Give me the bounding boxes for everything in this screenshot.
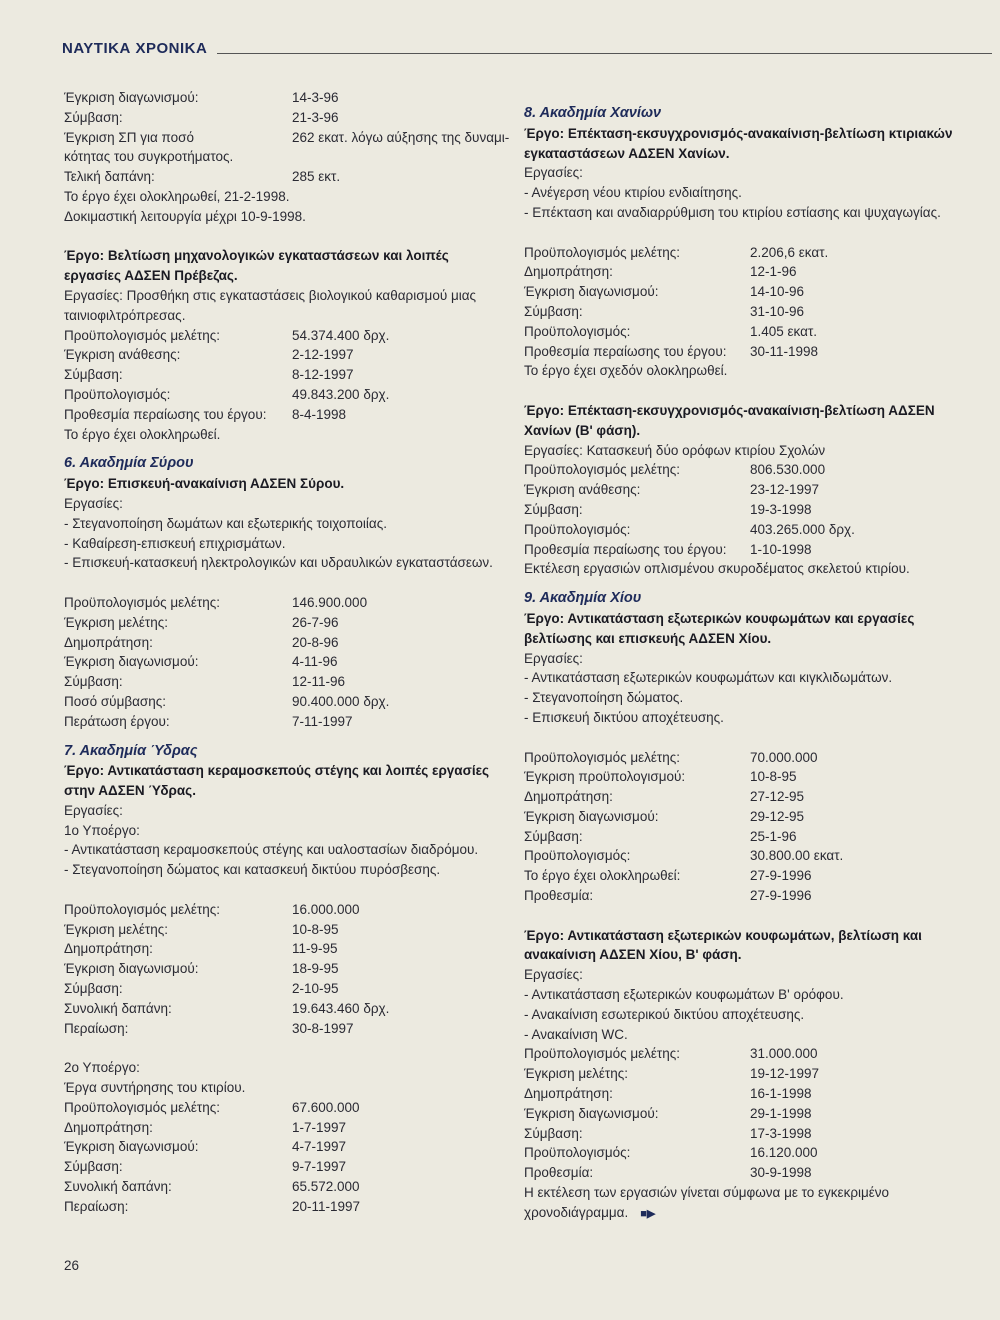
note: Το έργο έχει ολοκληρωθεί. — [64, 426, 221, 442]
kv-row: Δημοπράτηση: 20-8-96 — [64, 634, 339, 650]
kv-row: Προϋπολογισμός: 30.800.00 εκατ. — [524, 848, 844, 864]
section-heading: 7. Ακαδημία Ύδρας — [64, 742, 198, 759]
kv-row: Προϋπολογισμός μελέτης: 31.000.000 — [524, 1046, 818, 1062]
works-label: Εργασίες: — [524, 967, 583, 983]
kv-row: Σύμβαση: 19-3-1998 — [524, 501, 812, 517]
closing-note: Η εκτέλεση των εργασιών γίνεται σύμφωνα με το εγκεκριμένο χρονοδιάγραμμα. ■▶ — [524, 1183, 962, 1225]
kv-row: Προθεσμία περαίωσης του έργου: 30-11-1998 — [524, 343, 819, 359]
continue-arrow-icon: ■▶ — [640, 1207, 656, 1220]
project-title: Έργο: Αντικατάσταση εξωτερικών κουφωμάτων και εργασίες βελτίωσης και επισκευής ΑΔΣΕΝ Χίου. — [524, 610, 915, 646]
project-title: Έργο: Επισκευή-ανακαίνιση ΑΔΣΕΝ Σύρου. — [64, 476, 345, 492]
project-title: Έργο: Αντικατάσταση εξωτερικών κουφωμάτων, βελτίωση και ανακαίνιση ΑΔΣΕΝ Χίου, Β' φάση. — [524, 927, 922, 963]
works-text: Έργα συντήρησης του κτιρίου. — [64, 1080, 246, 1096]
kv-row: Προϋπολογισμός μελέτης: 2.206,6 εκατ. — [524, 244, 829, 260]
list-item: - Αντικατάσταση κεραμοσκεπούς στέγης και υαλοστασίων διαδρόμου. — [64, 842, 479, 858]
list-item: - Αντικατάσταση εξωτερικών κουφωμάτων Β' ορόφου. — [524, 987, 844, 1003]
kv-row: Τελική δαπάνη: 285 εκτ. — [64, 169, 341, 185]
kv-row: Δημοπράτηση: 1-7-1997 — [64, 1119, 347, 1135]
kv-row: Έγκριση ανάθεσης: 2-12-1997 — [64, 347, 354, 363]
kv-row: Έγκριση διαγωνισμού: 14-3-96 — [64, 90, 339, 105]
kv-row: Προϋπολογισμός μελέτης: 54.374.400 δρχ. — [64, 327, 390, 343]
note: Το έργο έχει σχεδόν ολοκληρωθεί. — [524, 363, 728, 379]
kv-row: Έγκριση διαγωνισμού: 4-7-1997 — [64, 1139, 347, 1155]
kv-row: Προθεσμία περαίωσης του έργου: 8-4-1998 — [64, 406, 347, 422]
kv-row: Σύμβαση: 25-1-96 — [524, 828, 797, 844]
kv-row: Συνολική δαπάνη: 65.572.000 — [64, 1179, 360, 1195]
list-item: - Αντικατάσταση εξωτερικών κουφωμάτων και κιγκλιδωμάτων. — [524, 670, 893, 686]
list-item: - Ανακαίνιση εσωτερικού δικτύου αποχέτευσης. — [524, 1006, 805, 1022]
kv-row: Έγκριση ΣΠ για ποσό 262 εκατ. λόγω αύξησης της δυναμι- — [64, 129, 510, 145]
project-title: Έργο: Βελτίωση μηχανολογικών εγκαταστάσεων και λοιπές εργασίες ΑΔΣΕΝ Πρέβεζας. — [64, 248, 449, 284]
text-line: κότητας του συγκροτήματος. — [64, 149, 234, 165]
list-item: - Στεγανοποίηση δώματος. — [524, 690, 684, 706]
kv-row: Προϋπολογισμός μελέτης: 70.000.000 — [524, 749, 818, 765]
note: Δοκιμαστική λειτουργία μέχρι 10-9-1998. — [64, 208, 306, 224]
kv-row: Δημοπράτηση: 11-9-95 — [64, 941, 338, 957]
right-column — [524, 104, 962, 1225]
project-title: Έργο: Επέκταση-εκσυγχρονισμός-ανακαίνιση-βελτίωση ΑΔΣΕΝ Χανίων (Β' φάση). — [524, 402, 935, 438]
kv-row: Προϋπολογισμός μελέτης: 16.000.000 — [64, 901, 360, 917]
subproject-label: 2ο Υποέργο: — [64, 1060, 140, 1076]
section-heading: 9. Ακαδημία Χίου — [524, 590, 642, 607]
kv-row: Προϋπολογισμός μελέτης: 146.900.000 — [64, 594, 368, 610]
kv-row: Σύμβαση: 12-11-96 — [64, 674, 346, 690]
list-item: - Ανέγερση νέου κτιρίου ενδιαίτησης. — [524, 185, 742, 201]
header-rule — [217, 53, 992, 54]
page-header — [62, 40, 992, 60]
kv-row: Προϋπολογισμός: 1.405 εκατ. — [524, 323, 818, 339]
kv-row: Προθεσμία: 27-9-1996 — [524, 888, 812, 904]
kv-row: Έγκριση μελέτης: 26-7-96 — [64, 614, 339, 630]
works-label: Εργασίες: — [524, 165, 583, 181]
kv-row: Περάτωση έργου: 7-11-1997 — [64, 713, 353, 729]
kv-row: Έγκριση μελέτης: 10-8-95 — [64, 921, 339, 937]
kv-row: Προϋπολογισμός: 403.265.000 δρχ. — [524, 521, 855, 537]
works-text: Εργασίες: Προσθήκη στις εγκαταστάσεις βιολογικού καθαρισμού μιας ταινιοφιλτρόπρεσας. — [64, 287, 477, 323]
kv-row: Σύμβαση: 9-7-1997 — [64, 1159, 347, 1175]
project-title: Έργο: Επέκταση-εκσυγχρονισμός-ανακαίνιση-βελτίωση κτιριακών εγκαταστάσεων ΑΔΣΕΝ Χανίων. — [524, 125, 953, 161]
note: Το έργο έχει ολοκληρωθεί, 21-2-1998. — [64, 188, 290, 204]
works-label: Εργασίες: — [64, 802, 123, 818]
kv-row: Σύμβαση: 17-3-1998 — [524, 1125, 812, 1141]
works-label: Εργασίες: — [64, 495, 123, 511]
kv-row: Δημοπράτηση: 27-12-95 — [524, 789, 805, 805]
kv-row: Ποσό σύμβασης: 90.400.000 δρχ. — [64, 693, 390, 709]
kv-row: Προϋπολογισμός: 16.120.000 — [524, 1145, 818, 1161]
page-number: 26 — [64, 1258, 80, 1273]
list-item: - Επισκευή-κατασκευή ηλεκτρολογικών και υδραυλικών εγκαταστάσεων. — [64, 555, 493, 571]
kv-row: Σύμβαση: 21-3-96 — [64, 109, 339, 125]
list-item: - Καθαίρεση-επισκευή επιχρισμάτων. — [64, 535, 286, 551]
kv-row: Σύμβαση: 31-10-96 — [524, 303, 805, 319]
section-heading: 6. Ακαδημία Σύρου — [64, 455, 194, 472]
kv-row: Σύμβαση: 8-12-1997 — [64, 367, 354, 383]
kv-row: Προϋπολογισμός: 49.843.200 δρχ. — [64, 386, 390, 402]
left-column — [64, 88, 510, 1217]
list-item: - Ανακαίνιση WC. — [524, 1026, 628, 1042]
works-label: Εργασίες: — [524, 650, 583, 666]
list-item: - Επισκευή δικτύου αποχέτευσης. — [524, 709, 724, 725]
kv-row: Περαίωση: 20-11-1997 — [64, 1198, 361, 1214]
list-item: - Επέκταση και αναδιαρρύθμιση του κτιρίου εστίασης και ψυχαγωγίας. — [524, 204, 941, 220]
kv-row: Έγκριση διαγωνισμού: 29-12-95 — [524, 808, 805, 824]
kv-row: Προθεσμία περαίωσης του έργου: 1-10-1998 — [524, 541, 812, 557]
kv-row: Έγκριση διαγωνισμού: 29-1-1998 — [524, 1105, 812, 1121]
works-text: Εργασίες: Κατασκευή δύο ορόφων κτιρίου Σχολών — [524, 442, 826, 458]
note: Εκτέλεση εργασιών οπλισμένου σκυροδέματος σκελετού κτιρίου. — [524, 561, 910, 577]
list-item: - Στεγανοποίηση δωμάτων και εξωτερικής τοιχοποιίας. — [64, 515, 387, 531]
project-title: Έργο: Αντικατάσταση κεραμοσκεπούς στέγης και λοιπές εργασίες στην ΑΔΣΕΝ Ύδρας. — [64, 763, 490, 799]
kv-row: Δημοπράτηση: 12-1-96 — [524, 264, 797, 280]
kv-row: Προϋπολογισμός μελέτης: 806.530.000 — [524, 462, 826, 478]
kv-row: Έγκριση διαγωνισμού: 18-9-95 — [64, 961, 339, 977]
kv-row: Το έργο έχει ολοκληρωθεί: 27-9-1996 — [524, 868, 812, 884]
kv-row: Δημοπράτηση: 16-1-1998 — [524, 1086, 812, 1102]
kv-row: Έγκριση μελέτης: 19-12-1997 — [524, 1066, 820, 1082]
kv-row: Έγκριση διαγωνισμού: 14-10-96 — [524, 284, 805, 300]
section-heading: 8. Ακαδημία Χανίων — [524, 105, 662, 121]
kv-row: Περαίωση: 30-8-1997 — [64, 1020, 354, 1036]
kv-row: Προϋπολογισμός μελέτης: 67.600.000 — [64, 1099, 360, 1115]
kv-row: Σύμβαση: 2-10-95 — [64, 981, 339, 997]
kv-row: Έγκριση διαγωνισμού: 4-11-96 — [64, 654, 338, 670]
list-item: - Στεγανοποίηση δώματος και κατασκευή δικτύου πυρόσβεσης. — [64, 862, 441, 878]
kv-row: Προθεσμία: 30-9-1998 — [524, 1165, 812, 1181]
kv-row: Συνολική δαπάνη: 19.643.460 δρχ. — [64, 1000, 390, 1016]
kv-row: Έγκριση προϋπολογισμού: 10-8-95 — [524, 769, 797, 785]
subproject-label: 1ο Υποέργο: — [64, 822, 140, 838]
magazine-title: ΝΑΥΤΙΚΑ ΧΡΟΝΙΚΑ — [62, 40, 208, 57]
kv-row: Έγκριση ανάθεσης: 23-12-1997 — [524, 482, 820, 498]
